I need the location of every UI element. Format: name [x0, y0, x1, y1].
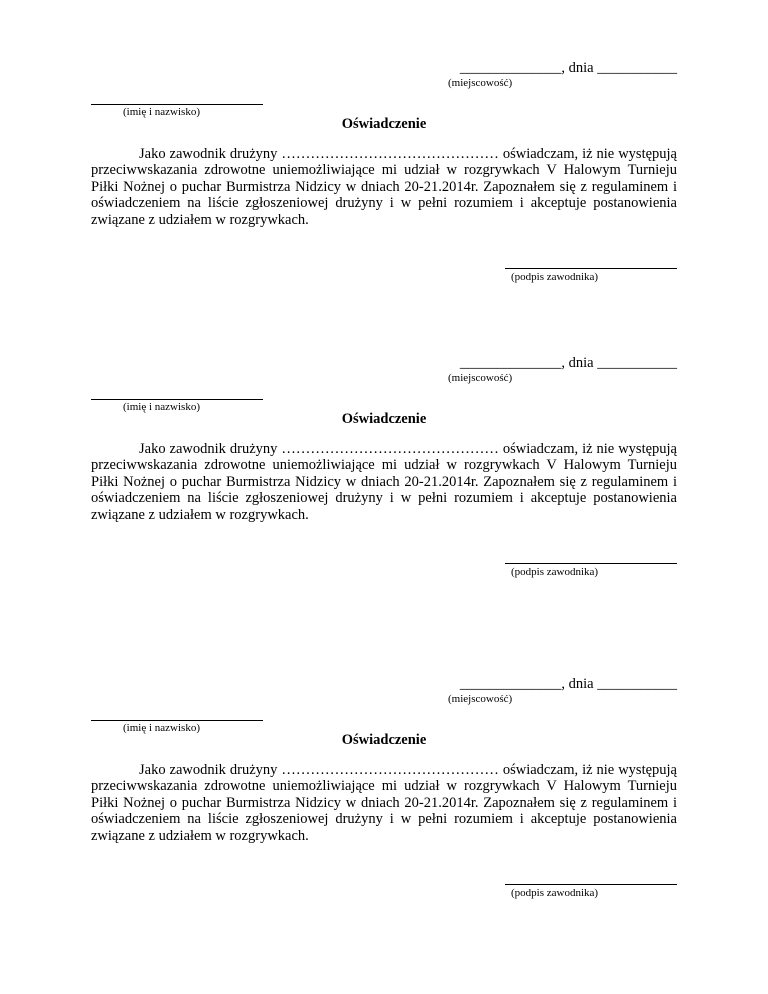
- declaration-title: Oświadczenie: [341, 732, 427, 748]
- name-signature-line[interactable]: [91, 399, 263, 400]
- declaration-form-1: [91, 60, 677, 360]
- place-date-line[interactable]: ______________, dnia ___________: [459, 355, 677, 371]
- declaration-body: Jako zawodnik drużyny ……………………………………… oświadczam, iż nie występują przeciwwskazania zdrowotne uniemożliwiające mi udział w rozgrywkach V Halowym Turnieju Piłki Nożnej o puchar Burmistrza Nidzicy w dniach 20-21.2014r. Zapoznałem się z regulaminem i oświadczeniem na liście zgłoszeniowej drużyny i w pełni rozumiem i akceptuje postanowienia związane z udziałem w rozgrywkach.: [91, 146, 677, 228]
- declaration-title: Oświadczenie: [341, 116, 427, 132]
- name-signature-line[interactable]: [91, 104, 263, 105]
- name-caption: (imię i nazwisko): [123, 106, 200, 118]
- place-date-line[interactable]: ______________, dnia ___________: [459, 676, 677, 692]
- signature-caption: (podpis zawodnika): [511, 271, 599, 283]
- place-caption: (miejscowość): [448, 693, 513, 705]
- player-signature-line[interactable]: [505, 268, 677, 269]
- declaration-form-2: [91, 355, 677, 655]
- declaration-title: Oświadczenie: [341, 411, 427, 427]
- place-date-line[interactable]: ______________, dnia ___________: [459, 60, 677, 76]
- name-caption: (imię i nazwisko): [123, 722, 200, 734]
- declaration-form-3: [91, 676, 677, 976]
- place-caption: (miejscowość): [448, 372, 513, 384]
- player-signature-line[interactable]: [505, 563, 677, 564]
- name-signature-line[interactable]: [91, 720, 263, 721]
- place-caption: (miejscowość): [448, 77, 513, 89]
- declaration-body: Jako zawodnik drużyny ……………………………………… oświadczam, iż nie występują przeciwwskazania zdrowotne uniemożliwiające mi udział w rozgrywkach V Halowym Turnieju Piłki Nożnej o puchar Burmistrza Nidzicy w dniach 20-21.2014r. Zapoznałem się z regulaminem i oświadczeniem na liście zgłoszeniowej drużyny i w pełni rozumiem i akceptuje postanowienia związane z udziałem w rozgrywkach.: [91, 762, 677, 844]
- signature-caption: (podpis zawodnika): [511, 887, 599, 899]
- player-signature-line[interactable]: [505, 884, 677, 885]
- signature-caption: (podpis zawodnika): [511, 566, 599, 578]
- declaration-body: Jako zawodnik drużyny ……………………………………… oświadczam, iż nie występują przeciwwskazania zdrowotne uniemożliwiające mi udział w rozgrywkach V Halowym Turnieju Piłki Nożnej o puchar Burmistrza Nidzicy w dniach 20-21.2014r. Zapoznałem się z regulaminem i oświadczeniem na liście zgłoszeniowej drużyny i w pełni rozumiem i akceptuje postanowienia związane z udziałem w rozgrywkach.: [91, 441, 677, 523]
- name-caption: (imię i nazwisko): [123, 401, 200, 413]
